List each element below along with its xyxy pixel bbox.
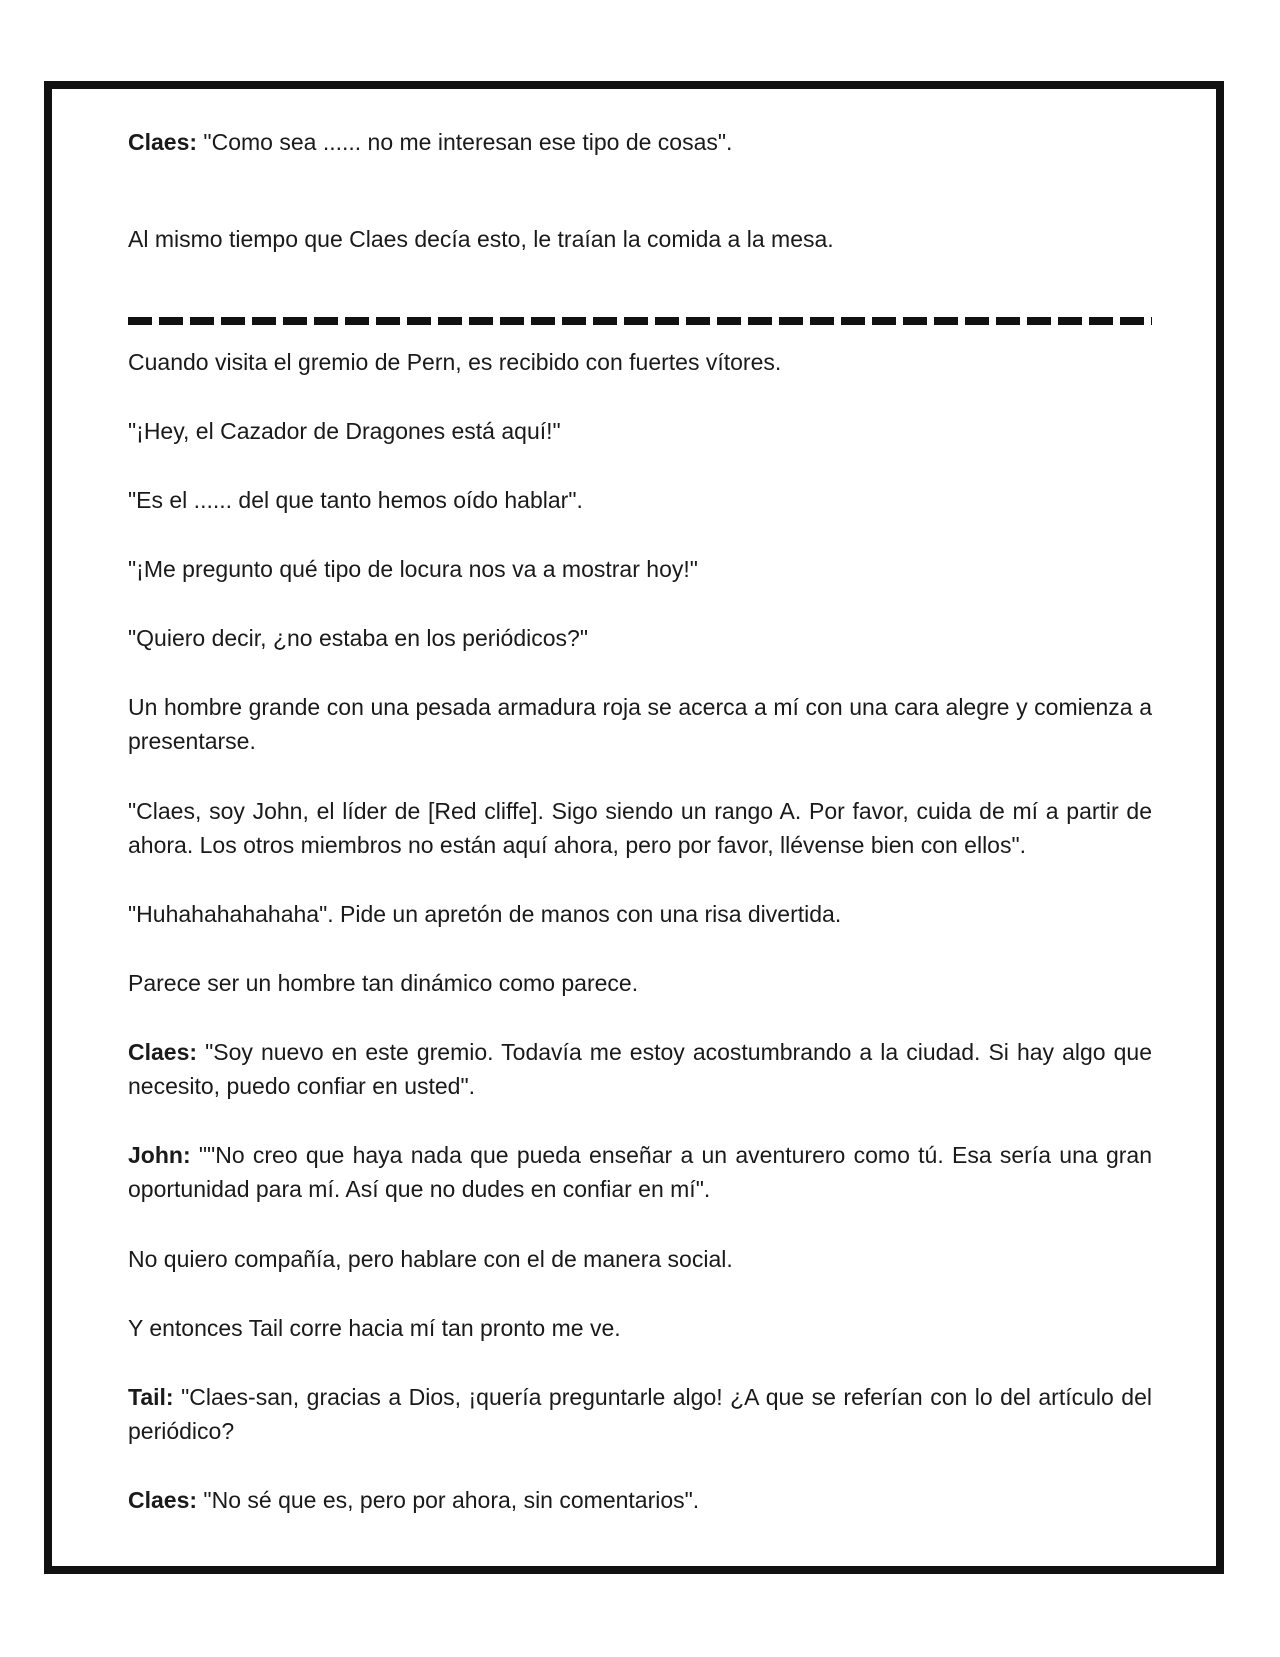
paragraph-text: ""No creo que haya nada que pueda enseñar a un aventurero como tú. Esa sería una gran oportunidad para mí. Así que no dudes en confiar en mí".	[128, 1142, 1152, 1202]
speaker-name: Tail:	[128, 1384, 174, 1410]
paragraph	[128, 222, 1152, 256]
paragraph	[128, 125, 1152, 159]
paragraph	[128, 621, 1152, 655]
paragraph	[128, 1138, 1152, 1206]
paragraph-text: Un hombre grande con una pesada armadura roja se acerca a mí con una cara alegre y comienza a presentarse.	[128, 694, 1152, 754]
paragraph-text: "No sé que es, pero por ahora, sin comentarios".	[197, 1487, 700, 1513]
paragraph-text: "Como sea ...... no me interesan ese tipo de cosas".	[197, 129, 733, 155]
paragraph-text: "¡Hey, el Cazador de Dragones está aquí!"	[128, 418, 561, 444]
paragraph-text: "Quiero decir, ¿no estaba en los periódicos?"	[128, 625, 588, 651]
speaker-name: Claes:	[128, 1039, 198, 1065]
paragraph	[128, 1483, 1152, 1517]
paragraph	[128, 794, 1152, 862]
paragraph-text: "Es el ...... del que tanto hemos oído hablar".	[128, 487, 583, 513]
paragraph-text: "¡Me pregunto qué tipo de locura nos va a mostrar hoy!"	[128, 556, 698, 582]
paragraph	[128, 690, 1152, 758]
paragraph	[128, 345, 1152, 379]
paragraph-text: "Huhahahahahaha". Pide un apretón de manos con una risa divertida.	[128, 901, 842, 927]
paragraph	[128, 1242, 1152, 1276]
paragraph	[128, 483, 1152, 517]
speaker-name: John:	[128, 1142, 191, 1168]
paragraph-text: Y entonces Tail corre hacia mí tan pronto me ve.	[128, 1315, 621, 1341]
paragraph	[128, 966, 1152, 1000]
paragraph-text: "Claes-san, gracias a Dios, ¡quería preguntarle algo! ¿A que se referían con lo del artículo del periódico?	[128, 1384, 1152, 1444]
paragraph	[128, 897, 1152, 931]
speaker-name: Claes:	[128, 129, 198, 155]
paragraph	[128, 1380, 1152, 1448]
paragraph-text: Cuando visita el gremio de Pern, es recibido con fuertes vítores.	[128, 349, 782, 375]
paragraph-text: Parece ser un hombre tan dinámico como parece.	[128, 970, 639, 996]
paragraph-text: No quiero compañía, pero hablare con el de manera social.	[128, 1246, 733, 1272]
paragraph	[128, 552, 1152, 586]
paragraph	[128, 414, 1152, 448]
paragraph-text: "Claes, soy John, el líder de [Red cliffe]. Sigo siendo un rango A. Por favor, cuida de mí a partir de ahora. Los otros miembros no están aquí ahora, pero por favor, llévense bien con ellos".	[128, 798, 1152, 858]
paragraph	[128, 1311, 1152, 1345]
speaker-name: Claes:	[128, 1487, 198, 1513]
paragraph-text: Al mismo tiempo que Claes decía esto, le traían la comida a la mesa.	[128, 226, 834, 252]
paragraph-text: "Soy nuevo en este gremio. Todavía me estoy acostumbrando a la ciudad. Si hay algo que necesito, puedo confiar en usted".	[128, 1039, 1152, 1099]
section-separator	[128, 317, 1152, 325]
paragraph	[128, 1035, 1152, 1103]
